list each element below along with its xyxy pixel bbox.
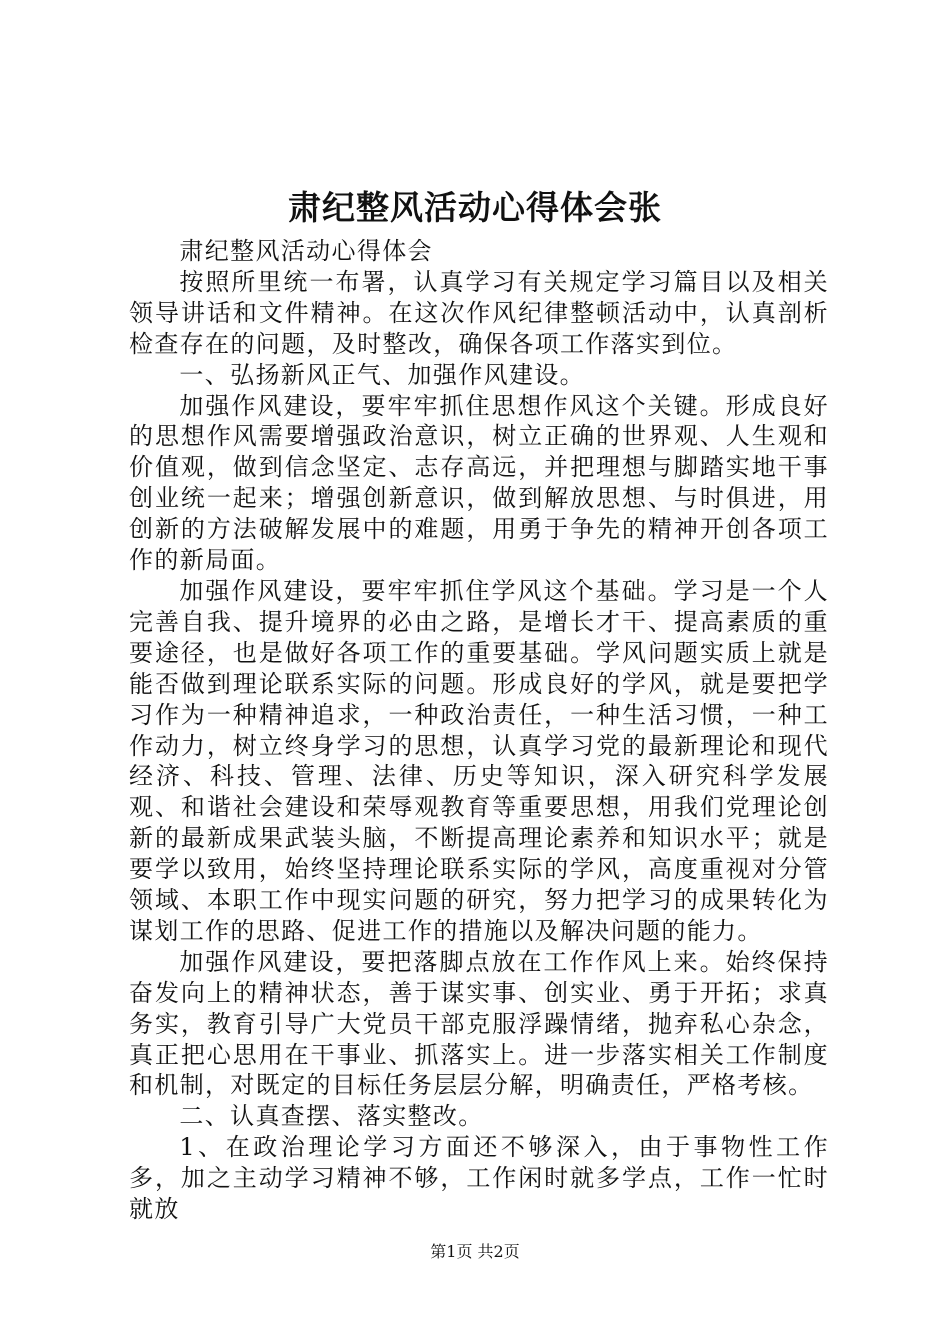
paragraph-intro: 按照所里统一布署，认真学习有关规定学习篇目以及相关领导讲话和文件精神。在这次作风纪律整顿活动中，认真剖析检查存在的问题，及时整改，确保各项工作落实到位。: [129, 267, 829, 358]
paragraph-issue-1: 1、在政治理论学习方面还不够深入，由于事物性工作多，加之主动学习精神不够，工作闲时就多学点，工作一忙时就放: [129, 1133, 829, 1224]
document-title: 肃纪整风活动心得体会张: [288, 188, 662, 227]
paragraph-work-style: 加强作风建设，要把落脚点放在工作作风上来。始终保持奋发向上的精神状态，善于谋实事、创实业、勇于开拓；求真务实，教育引导广大党员干部克服浮躁情绪，抛弃私心杂念，真正把心思用在干事业、抓落实上。进一步落实相关工作制度和机制，对既定的目标任务层层分解，明确责任，严格考核。: [129, 947, 829, 1100]
paragraph-subtitle: 肃纪整风活动心得体会: [179, 237, 433, 265]
paragraph-thought-style: 加强作风建设，要牢牢抓住思想作风这个关键。形成良好的思想作风需要增强政治意识，树立正确的世界观、人生观和价值观，做到信念坚定、志存高远，并把理想与脚踏实地干事创业统一起来；增强创新意识，做到解放思想、与时俱进，用创新的方法破解发展中的难题，用勇于争先的精神开创各项工作的新局面。: [129, 391, 829, 575]
paragraph-study-style: 加强作风建设，要牢牢抓住学风这个基础。学习是一个人完善自我、提升境界的必由之路，是增长才干、提高素质的重要途径，也是做好各项工作的重要基础。学风问题实质上就是能否做到理论联系实际的问题。形成良好的学风，就是要把学习作为一种精神追求，一种政治责任，一种生活习惯，一种工作动力，树立终身学习的思想，认真学习党的最新理论和现代经济、科技、管理、法律、历史等知识，深入研究科学发展观、和谐社会建设和荣辱观教育等重要思想，用我们党理论创新的最新成果武装头脑，不断提高理论素养和知识水平；就是要学以致用，始终坚持理论联系实际的学风，高度重视对分管领域、本职工作中现实问题的研究，努力把学习的成果转化为谋划工作的思路、促进工作的措施以及解决问题的能力。: [129, 576, 829, 945]
section-heading-2: 二、认真查摆、落实整改。: [179, 1102, 484, 1131]
document-body: [129, 236, 829, 1225]
section-heading-1: 一、弘扬新风正气、加强作风建设。: [179, 360, 585, 389]
page-number-footer: 第1页 共2页: [430, 1242, 520, 1261]
